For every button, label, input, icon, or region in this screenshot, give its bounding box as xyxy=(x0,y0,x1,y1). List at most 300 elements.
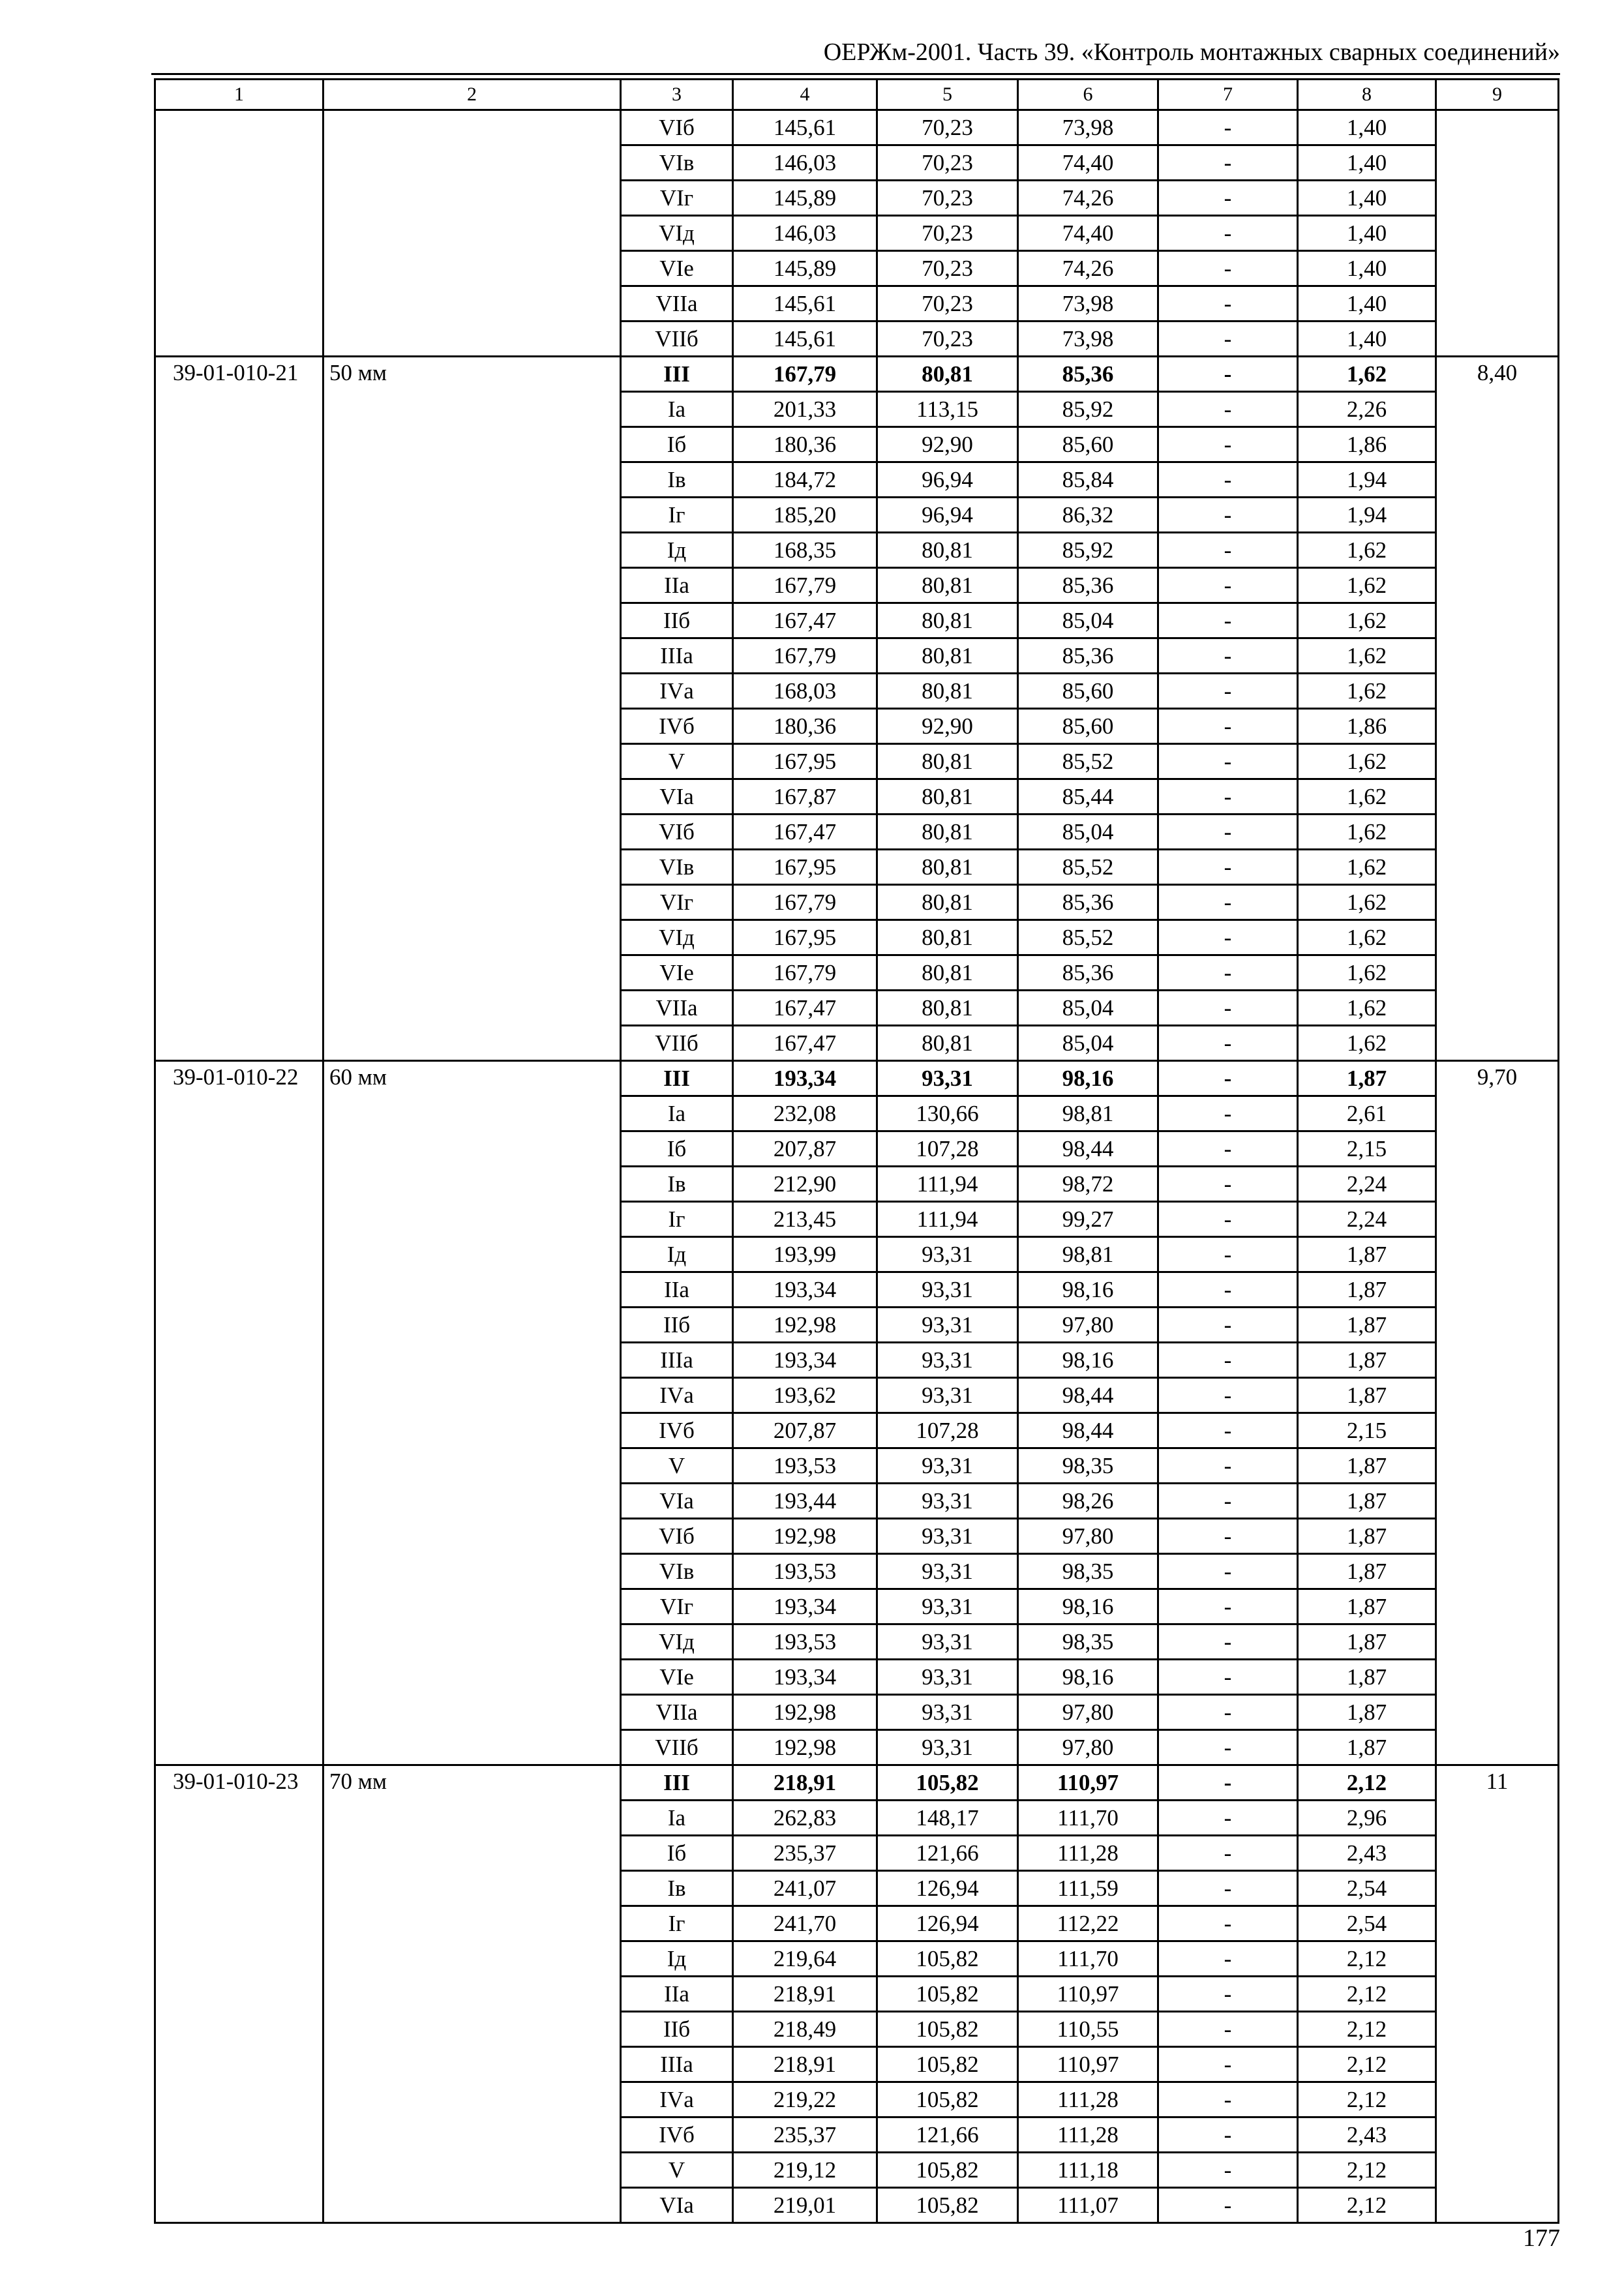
category-cell: IIа xyxy=(621,1272,733,1308)
machine-cost-cell: 97,80 xyxy=(1018,1519,1158,1554)
total-cost-cell: 192,98 xyxy=(733,1308,877,1343)
machine-cost-cell: 110,97 xyxy=(1018,2047,1158,2082)
materials-cell: - xyxy=(1158,1906,1298,1941)
total-cost-cell: 184,72 xyxy=(733,462,877,498)
total-cost-cell: 193,62 xyxy=(733,1378,877,1413)
materials-cell: - xyxy=(1158,2188,1298,2223)
wages-cell: 80,81 xyxy=(877,991,1018,1026)
wages-cell: 80,81 xyxy=(877,603,1018,638)
machine-cost-cell: 85,04 xyxy=(1018,991,1158,1026)
category-cell: Iа xyxy=(621,392,733,427)
materials-cell: - xyxy=(1158,638,1298,674)
materials-cell: - xyxy=(1158,1730,1298,1765)
materials-cell: - xyxy=(1158,1202,1298,1237)
machine-cost-cell: 112,22 xyxy=(1018,1906,1158,1941)
wages-cell: 93,31 xyxy=(877,1730,1018,1765)
column-number: 2 xyxy=(323,80,621,110)
labor-cell: 1,87 xyxy=(1298,1519,1436,1554)
total-cost-cell: 193,34 xyxy=(733,1061,877,1096)
rates-table xyxy=(154,78,1559,2224)
materials-cell: - xyxy=(1158,1061,1298,1096)
wages-cell: 92,90 xyxy=(877,709,1018,744)
category-cell: IIа xyxy=(621,568,733,603)
wages-cell: 121,66 xyxy=(877,1836,1018,1871)
category-cell: IIб xyxy=(621,1308,733,1343)
machine-cost-cell: 111,28 xyxy=(1018,2082,1158,2117)
total-cost-cell: 193,34 xyxy=(733,1589,877,1624)
page-number: 177 xyxy=(1523,2224,1560,2252)
machine-cost-cell: 111,59 xyxy=(1018,1871,1158,1906)
total-cost-cell: 218,91 xyxy=(733,1765,877,1801)
machine-cost-cell: 74,40 xyxy=(1018,145,1158,181)
labor-cell: 1,87 xyxy=(1298,1237,1436,1272)
labor-cell: 1,62 xyxy=(1298,744,1436,779)
machine-cost-cell: 85,52 xyxy=(1018,744,1158,779)
category-cell: VIе xyxy=(621,1660,733,1695)
materials-cell: - xyxy=(1158,991,1298,1026)
materials-cell: - xyxy=(1158,322,1298,357)
category-cell: Iд xyxy=(621,1237,733,1272)
labor-cell: 1,40 xyxy=(1298,110,1436,145)
category-cell: Iв xyxy=(621,1871,733,1906)
materials-cell: - xyxy=(1158,2082,1298,2117)
column-number: 6 xyxy=(1018,80,1158,110)
wages-cell: 80,81 xyxy=(877,885,1018,920)
category-cell: IIб xyxy=(621,2012,733,2047)
rate-code-cell: 39-01-010-21 xyxy=(155,357,323,1061)
total-cost-cell: 167,87 xyxy=(733,779,877,815)
materials-cell: - xyxy=(1158,145,1298,181)
category-cell: VIв xyxy=(621,145,733,181)
wages-cell: 130,66 xyxy=(877,1096,1018,1131)
category-cell: Iв xyxy=(621,1167,733,1202)
category-cell: Iд xyxy=(621,1941,733,1977)
materials-cell: - xyxy=(1158,1448,1298,1484)
machine-cost-cell: 85,60 xyxy=(1018,709,1158,744)
machine-cost-cell: 85,92 xyxy=(1018,392,1158,427)
materials-cell: - xyxy=(1158,1871,1298,1906)
column-number: 3 xyxy=(621,80,733,110)
machine-cost-cell: 85,36 xyxy=(1018,885,1158,920)
column-number-row xyxy=(155,80,1559,110)
total-cost-cell: 167,79 xyxy=(733,568,877,603)
category-cell: Iа xyxy=(621,1096,733,1131)
wages-cell: 93,31 xyxy=(877,1378,1018,1413)
labor-cell: 1,87 xyxy=(1298,1660,1436,1695)
category-cell: VIа xyxy=(621,2188,733,2223)
rate-code-cell: 39-01-010-23 xyxy=(155,1765,323,2223)
materials-cell: - xyxy=(1158,955,1298,991)
category-cell: VIа xyxy=(621,779,733,815)
category-cell: IVб xyxy=(621,709,733,744)
rate-code-cell xyxy=(155,110,323,357)
labor-cell: 2,12 xyxy=(1298,1765,1436,1801)
total-cost-cell: 167,47 xyxy=(733,603,877,638)
machine-cost-cell: 111,28 xyxy=(1018,1836,1158,1871)
machine-cost-cell: 85,60 xyxy=(1018,427,1158,462)
total-cost-cell: 145,89 xyxy=(733,251,877,286)
machine-cost-cell: 85,60 xyxy=(1018,674,1158,709)
machine-cost-cell: 74,26 xyxy=(1018,251,1158,286)
machine-cost-cell: 85,52 xyxy=(1018,850,1158,885)
total-cost-cell: 235,37 xyxy=(733,2117,877,2153)
labor-cell: 2,12 xyxy=(1298,2153,1436,2188)
materials-cell: - xyxy=(1158,357,1298,392)
total-cost-cell: 167,79 xyxy=(733,357,877,392)
wages-cell: 93,31 xyxy=(877,1448,1018,1484)
labor-cell: 1,87 xyxy=(1298,1378,1436,1413)
materials-cell: - xyxy=(1158,1237,1298,1272)
category-cell: VIг xyxy=(621,1589,733,1624)
category-cell: V xyxy=(621,2153,733,2188)
total-cost-cell: 192,98 xyxy=(733,1695,877,1730)
materials-cell: - xyxy=(1158,1695,1298,1730)
total-cost-cell: 201,33 xyxy=(733,392,877,427)
machine-cost-cell: 85,52 xyxy=(1018,920,1158,955)
category-cell: IIIа xyxy=(621,1343,733,1378)
machine-cost-cell: 98,35 xyxy=(1018,1448,1158,1484)
materials-cell: - xyxy=(1158,674,1298,709)
labor-cell: 2,15 xyxy=(1298,1131,1436,1167)
labor-cell: 1,62 xyxy=(1298,779,1436,815)
category-cell: III xyxy=(621,1061,733,1096)
labor-cell: 2,96 xyxy=(1298,1801,1436,1836)
total-cost-cell: 167,47 xyxy=(733,1026,877,1061)
column-number: 8 xyxy=(1298,80,1436,110)
wages-cell: 105,82 xyxy=(877,2012,1018,2047)
materials-cell: - xyxy=(1158,1836,1298,1871)
machine-cost-cell: 86,32 xyxy=(1018,498,1158,533)
total-cost-cell: 193,53 xyxy=(733,1554,877,1589)
category-cell: IIIа xyxy=(621,638,733,674)
labor-cell: 2,43 xyxy=(1298,2117,1436,2153)
materials-cell: - xyxy=(1158,1484,1298,1519)
wages-cell: 105,82 xyxy=(877,2082,1018,2117)
total-cost-cell: 193,53 xyxy=(733,1624,877,1660)
materials-cell: - xyxy=(1158,1026,1298,1061)
machine-cost-cell: 85,04 xyxy=(1018,815,1158,850)
labor-cell: 1,62 xyxy=(1298,674,1436,709)
wages-cell: 105,82 xyxy=(877,2188,1018,2223)
materials-cell: - xyxy=(1158,779,1298,815)
wages-cell: 148,17 xyxy=(877,1801,1018,1836)
wages-cell: 80,81 xyxy=(877,955,1018,991)
machine-cost-cell: 85,04 xyxy=(1018,1026,1158,1061)
wages-cell: 105,82 xyxy=(877,2047,1018,2082)
column-9-cell: 11 xyxy=(1436,1765,1559,2223)
wages-cell: 126,94 xyxy=(877,1906,1018,1941)
machine-cost-cell: 74,40 xyxy=(1018,216,1158,251)
category-cell: Iг xyxy=(621,498,733,533)
category-cell: VIг xyxy=(621,181,733,216)
labor-cell: 2,12 xyxy=(1298,2188,1436,2223)
column-number: 4 xyxy=(733,80,877,110)
total-cost-cell: 167,79 xyxy=(733,885,877,920)
materials-cell: - xyxy=(1158,427,1298,462)
materials-cell: - xyxy=(1158,885,1298,920)
wages-cell: 80,81 xyxy=(877,1026,1018,1061)
wages-cell: 70,23 xyxy=(877,251,1018,286)
category-cell: V xyxy=(621,1448,733,1484)
machine-cost-cell: 111,70 xyxy=(1018,1941,1158,1977)
total-cost-cell: 145,89 xyxy=(733,181,877,216)
machine-cost-cell: 98,16 xyxy=(1018,1589,1158,1624)
wages-cell: 70,23 xyxy=(877,322,1018,357)
total-cost-cell: 207,87 xyxy=(733,1131,877,1167)
category-cell: III xyxy=(621,1765,733,1801)
category-cell: Iд xyxy=(621,533,733,568)
labor-cell: 1,87 xyxy=(1298,1589,1436,1624)
materials-cell: - xyxy=(1158,181,1298,216)
labor-cell: 1,86 xyxy=(1298,709,1436,744)
labor-cell: 2,54 xyxy=(1298,1906,1436,1941)
machine-cost-cell: 111,28 xyxy=(1018,2117,1158,2153)
machine-cost-cell: 98,72 xyxy=(1018,1167,1158,1202)
labor-cell: 2,12 xyxy=(1298,2082,1436,2117)
category-cell: VIIа xyxy=(621,1695,733,1730)
materials-cell: - xyxy=(1158,1589,1298,1624)
machine-cost-cell: 85,04 xyxy=(1018,603,1158,638)
total-cost-cell: 167,47 xyxy=(733,815,877,850)
labor-cell: 2,15 xyxy=(1298,1413,1436,1448)
category-cell: VIд xyxy=(621,1624,733,1660)
labor-cell: 1,40 xyxy=(1298,286,1436,322)
materials-cell: - xyxy=(1158,2012,1298,2047)
category-cell: Iв xyxy=(621,462,733,498)
labor-cell: 1,62 xyxy=(1298,850,1436,885)
table-row xyxy=(155,357,1559,392)
total-cost-cell: 218,91 xyxy=(733,1977,877,2012)
materials-cell: - xyxy=(1158,1272,1298,1308)
total-cost-cell: 192,98 xyxy=(733,1519,877,1554)
labor-cell: 2,43 xyxy=(1298,1836,1436,1871)
wages-cell: 93,31 xyxy=(877,1308,1018,1343)
machine-cost-cell: 110,55 xyxy=(1018,2012,1158,2047)
total-cost-cell: 168,03 xyxy=(733,674,877,709)
labor-cell: 1,62 xyxy=(1298,1026,1436,1061)
materials-cell: - xyxy=(1158,568,1298,603)
labor-cell: 1,40 xyxy=(1298,216,1436,251)
labor-cell: 1,87 xyxy=(1298,1554,1436,1589)
wages-cell: 92,90 xyxy=(877,427,1018,462)
machine-cost-cell: 99,27 xyxy=(1018,1202,1158,1237)
materials-cell: - xyxy=(1158,1941,1298,1977)
materials-cell: - xyxy=(1158,1378,1298,1413)
machine-cost-cell: 98,16 xyxy=(1018,1343,1158,1378)
description-cell: 60 мм xyxy=(323,1061,621,1765)
wages-cell: 80,81 xyxy=(877,744,1018,779)
total-cost-cell: 193,53 xyxy=(733,1448,877,1484)
materials-cell: - xyxy=(1158,1624,1298,1660)
column-number: 1 xyxy=(155,80,323,110)
materials-cell: - xyxy=(1158,1765,1298,1801)
total-cost-cell: 213,45 xyxy=(733,1202,877,1237)
total-cost-cell: 241,07 xyxy=(733,1871,877,1906)
total-cost-cell: 193,34 xyxy=(733,1660,877,1695)
machine-cost-cell: 98,26 xyxy=(1018,1484,1158,1519)
category-cell: IVа xyxy=(621,674,733,709)
total-cost-cell: 167,79 xyxy=(733,638,877,674)
machine-cost-cell: 85,92 xyxy=(1018,533,1158,568)
category-cell: VIг xyxy=(621,885,733,920)
machine-cost-cell: 98,35 xyxy=(1018,1624,1158,1660)
wages-cell: 70,23 xyxy=(877,286,1018,322)
wages-cell: 93,31 xyxy=(877,1589,1018,1624)
machine-cost-cell: 98,81 xyxy=(1018,1096,1158,1131)
materials-cell: - xyxy=(1158,1977,1298,2012)
category-cell: IVа xyxy=(621,1378,733,1413)
labor-cell: 1,87 xyxy=(1298,1061,1436,1096)
materials-cell: - xyxy=(1158,251,1298,286)
category-cell: IVб xyxy=(621,1413,733,1448)
total-cost-cell: 219,01 xyxy=(733,2188,877,2223)
materials-cell: - xyxy=(1158,1413,1298,1448)
machine-cost-cell: 111,07 xyxy=(1018,2188,1158,2223)
materials-cell: - xyxy=(1158,286,1298,322)
category-cell: VIIа xyxy=(621,286,733,322)
wages-cell: 70,23 xyxy=(877,216,1018,251)
materials-cell: - xyxy=(1158,1308,1298,1343)
table-row xyxy=(155,1765,1559,1801)
category-cell: VIд xyxy=(621,216,733,251)
materials-cell: - xyxy=(1158,744,1298,779)
total-cost-cell: 212,90 xyxy=(733,1167,877,1202)
category-cell: VIв xyxy=(621,1554,733,1589)
wages-cell: 107,28 xyxy=(877,1131,1018,1167)
machine-cost-cell: 85,36 xyxy=(1018,568,1158,603)
total-cost-cell: 262,83 xyxy=(733,1801,877,1836)
machine-cost-cell: 97,80 xyxy=(1018,1695,1158,1730)
materials-cell: - xyxy=(1158,392,1298,427)
wages-cell: 70,23 xyxy=(877,145,1018,181)
materials-cell: - xyxy=(1158,2153,1298,2188)
category-cell: IIа xyxy=(621,1977,733,2012)
labor-cell: 1,87 xyxy=(1298,1730,1436,1765)
total-cost-cell: 207,87 xyxy=(733,1413,877,1448)
header-divider xyxy=(151,73,1560,75)
column-number: 9 xyxy=(1436,80,1559,110)
total-cost-cell: 180,36 xyxy=(733,709,877,744)
total-cost-cell: 167,95 xyxy=(733,920,877,955)
materials-cell: - xyxy=(1158,498,1298,533)
materials-cell: - xyxy=(1158,2117,1298,2153)
machine-cost-cell: 98,16 xyxy=(1018,1272,1158,1308)
wages-cell: 80,81 xyxy=(877,568,1018,603)
wages-cell: 111,94 xyxy=(877,1167,1018,1202)
category-cell: VIб xyxy=(621,110,733,145)
total-cost-cell: 146,03 xyxy=(733,145,877,181)
total-cost-cell: 218,49 xyxy=(733,2012,877,2047)
labor-cell: 1,62 xyxy=(1298,638,1436,674)
wages-cell: 70,23 xyxy=(877,181,1018,216)
table-body xyxy=(155,80,1559,2223)
total-cost-cell: 219,12 xyxy=(733,2153,877,2188)
materials-cell: - xyxy=(1158,216,1298,251)
wages-cell: 93,31 xyxy=(877,1343,1018,1378)
category-cell: VIа xyxy=(621,1484,733,1519)
labor-cell: 1,87 xyxy=(1298,1695,1436,1730)
category-cell: V xyxy=(621,744,733,779)
labor-cell: 1,87 xyxy=(1298,1624,1436,1660)
category-cell: VIIб xyxy=(621,1026,733,1061)
table-row xyxy=(155,1061,1559,1096)
materials-cell: - xyxy=(1158,920,1298,955)
wages-cell: 96,94 xyxy=(877,498,1018,533)
materials-cell: - xyxy=(1158,1519,1298,1554)
category-cell: VIб xyxy=(621,1519,733,1554)
labor-cell: 2,61 xyxy=(1298,1096,1436,1131)
machine-cost-cell: 98,16 xyxy=(1018,1061,1158,1096)
labor-cell: 2,12 xyxy=(1298,2047,1436,2082)
category-cell: Iа xyxy=(621,1801,733,1836)
total-cost-cell: 219,64 xyxy=(733,1941,877,1977)
machine-cost-cell: 111,18 xyxy=(1018,2153,1158,2188)
wages-cell: 80,81 xyxy=(877,779,1018,815)
wages-cell: 93,31 xyxy=(877,1695,1018,1730)
materials-cell: - xyxy=(1158,1554,1298,1589)
labor-cell: 1,94 xyxy=(1298,462,1436,498)
wages-cell: 93,31 xyxy=(877,1237,1018,1272)
total-cost-cell: 185,20 xyxy=(733,498,877,533)
machine-cost-cell: 73,98 xyxy=(1018,286,1158,322)
description-cell: 50 мм xyxy=(323,357,621,1061)
machine-cost-cell: 73,98 xyxy=(1018,322,1158,357)
labor-cell: 2,26 xyxy=(1298,392,1436,427)
materials-cell: - xyxy=(1158,709,1298,744)
materials-cell: - xyxy=(1158,1167,1298,1202)
labor-cell: 1,86 xyxy=(1298,427,1436,462)
machine-cost-cell: 98,16 xyxy=(1018,1660,1158,1695)
labor-cell: 1,62 xyxy=(1298,991,1436,1026)
category-cell: IIIа xyxy=(621,2047,733,2082)
category-cell: VIд xyxy=(621,920,733,955)
total-cost-cell: 180,36 xyxy=(733,427,877,462)
total-cost-cell: 193,34 xyxy=(733,1272,877,1308)
document-header-title: ОЕРЖм-2001. Часть 39. «Контроль монтажных сварных соединений» xyxy=(823,38,1560,66)
machine-cost-cell: 97,80 xyxy=(1018,1730,1158,1765)
labor-cell: 1,62 xyxy=(1298,920,1436,955)
labor-cell: 2,12 xyxy=(1298,2012,1436,2047)
wages-cell: 121,66 xyxy=(877,2117,1018,2153)
machine-cost-cell: 74,26 xyxy=(1018,181,1158,216)
wages-cell: 93,31 xyxy=(877,1519,1018,1554)
column-number: 7 xyxy=(1158,80,1298,110)
total-cost-cell: 218,91 xyxy=(733,2047,877,2082)
labor-cell: 1,62 xyxy=(1298,603,1436,638)
machine-cost-cell: 85,44 xyxy=(1018,779,1158,815)
total-cost-cell: 193,34 xyxy=(733,1343,877,1378)
category-cell: VIIа xyxy=(621,991,733,1026)
labor-cell: 1,62 xyxy=(1298,885,1436,920)
category-cell: IVа xyxy=(621,2082,733,2117)
column-9-cell: 8,40 xyxy=(1436,357,1559,1061)
total-cost-cell: 168,35 xyxy=(733,533,877,568)
total-cost-cell: 235,37 xyxy=(733,1836,877,1871)
description-cell xyxy=(323,110,621,357)
total-cost-cell: 145,61 xyxy=(733,322,877,357)
materials-cell: - xyxy=(1158,110,1298,145)
machine-cost-cell: 111,70 xyxy=(1018,1801,1158,1836)
total-cost-cell: 192,98 xyxy=(733,1730,877,1765)
labor-cell: 2,24 xyxy=(1298,1202,1436,1237)
materials-cell: - xyxy=(1158,603,1298,638)
labor-cell: 1,87 xyxy=(1298,1484,1436,1519)
labor-cell: 2,12 xyxy=(1298,1941,1436,1977)
machine-cost-cell: 110,97 xyxy=(1018,1765,1158,1801)
machine-cost-cell: 98,44 xyxy=(1018,1413,1158,1448)
machine-cost-cell: 98,35 xyxy=(1018,1554,1158,1589)
wages-cell: 111,94 xyxy=(877,1202,1018,1237)
